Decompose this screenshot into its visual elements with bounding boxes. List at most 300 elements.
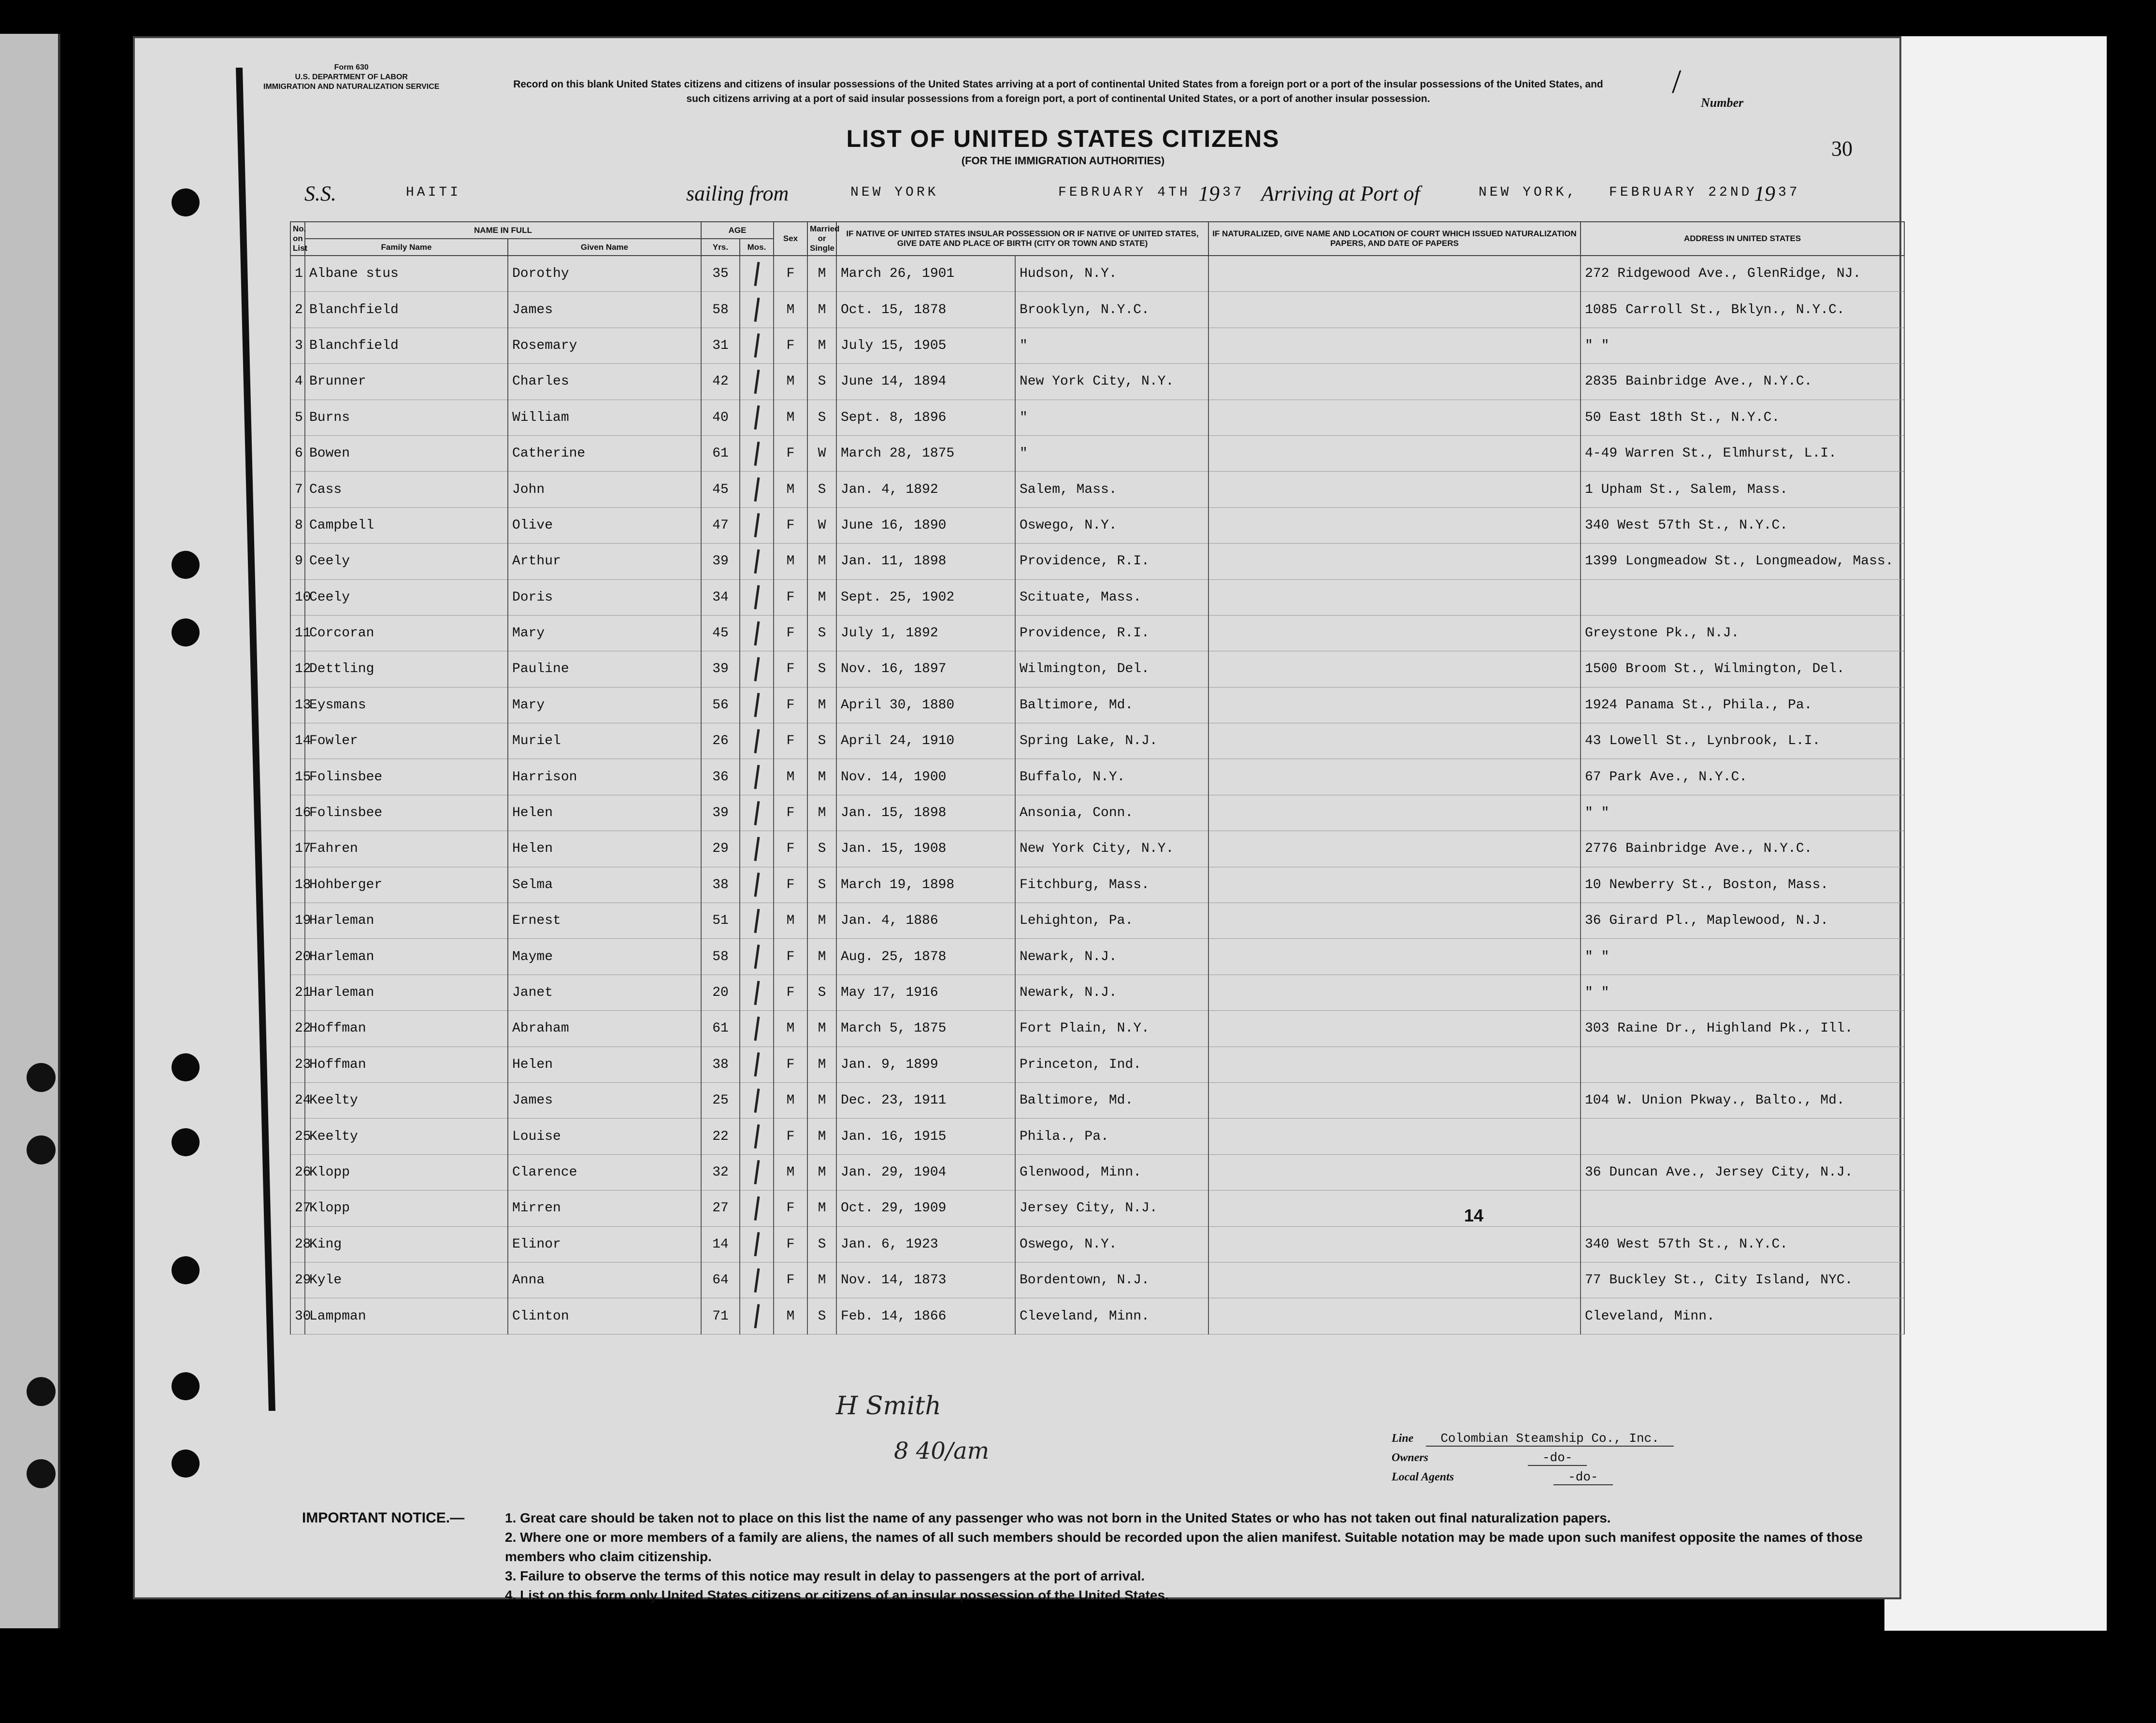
owners-label: Owners: [1392, 1451, 1429, 1464]
naturalization-cell: [1208, 795, 1581, 831]
given-name-cell: Louise: [508, 1119, 701, 1154]
given-name-cell: John: [508, 472, 701, 507]
marital-status-cell: S: [807, 472, 836, 507]
form-service: IMMIGRATION AND NATURALIZATION SERVICE: [263, 83, 440, 91]
marital-status-cell: M: [807, 687, 836, 723]
birth-date-cell: Sept. 25, 1902: [836, 579, 1015, 615]
age-months-cell: [740, 400, 774, 435]
check-mark: [754, 801, 760, 825]
table-row: [290, 400, 1904, 435]
given-name-cell: Ernest: [508, 903, 701, 939]
age-years-cell: 71: [701, 1298, 740, 1334]
passenger-table: [290, 221, 1905, 1335]
birth-date-cell: March 28, 1875: [836, 435, 1015, 471]
birth-place-cell: Baltimore, Md.: [1015, 1082, 1208, 1118]
birth-place-cell: Baltimore, Md.: [1015, 687, 1208, 723]
birth-place-cell: Hudson, N.Y.: [1015, 256, 1208, 292]
table-row: [290, 364, 1904, 400]
table-row: [290, 472, 1904, 507]
header-age: AGE: [701, 222, 774, 239]
row-number: 6: [290, 435, 305, 471]
header-birth: IF NATIVE OF UNITED STATES INSULAR POSSESSION OR IF NATIVE OF UNITED STATES, GIVE DATE AND PLACE OF BIRTH (CITY OR TOWN AND STATE): [836, 222, 1208, 256]
sex-cell: F: [774, 687, 807, 723]
sex-cell: F: [774, 831, 807, 867]
given-name-cell: Helen: [508, 1047, 701, 1082]
address-cell: [1581, 1191, 1904, 1226]
age-months-cell: [740, 1154, 774, 1190]
age-months-cell: [740, 651, 774, 687]
row-number: 17: [290, 831, 305, 867]
arrival-date: FEBRUARY 22ND: [1609, 185, 1753, 200]
birth-place-cell: Spring Lake, N.J.: [1015, 723, 1208, 759]
notice-item: 1. Great care should be taken not to place on this list the name of any passenger who was not born in the United States or who has not taken out final naturalization papers.: [505, 1510, 1611, 1525]
check-mark: [754, 333, 760, 358]
check-mark: [754, 1304, 760, 1328]
address-cell: 1924 Panama St., Phila., Pa.: [1581, 687, 1904, 723]
marital-status-cell: S: [807, 1298, 836, 1334]
given-name-cell: Harrison: [508, 759, 701, 795]
birth-date-cell: Jan. 15, 1898: [836, 795, 1015, 831]
form-number: [263, 63, 439, 92]
address-cell: 1399 Longmeadow St., Longmeadow, Mass.: [1581, 544, 1904, 579]
marital-status-cell: S: [807, 867, 836, 903]
age-years-cell: 61: [701, 1011, 740, 1047]
given-name-cell: James: [508, 292, 701, 328]
age-years-cell: 58: [701, 292, 740, 328]
check-mark: [754, 693, 760, 717]
birth-place-cell: Fitchburg, Mass.: [1015, 867, 1208, 903]
right-blank-page: [1884, 36, 2107, 1631]
naturalization-cell: [1208, 615, 1581, 651]
naturalization-cell: [1208, 867, 1581, 903]
birth-date-cell: July 15, 1905: [836, 328, 1015, 363]
birth-place-cell: Scituate, Mass.: [1015, 579, 1208, 615]
punch-hole: [172, 1372, 200, 1400]
address-cell: " ": [1581, 975, 1904, 1010]
naturalization-cell: [1208, 1119, 1581, 1154]
age-years-cell: 42: [701, 364, 740, 400]
ss-label: S.S.: [304, 182, 336, 205]
birth-date-cell: Jan. 15, 1908: [836, 831, 1015, 867]
age-months-cell: [740, 1226, 774, 1262]
row-number: 21: [290, 975, 305, 1010]
birth-date-cell: Oct. 15, 1878: [836, 292, 1015, 328]
age-months-cell: [740, 256, 774, 292]
birth-date-cell: March 19, 1898: [836, 867, 1015, 903]
row-number: 10: [290, 579, 305, 615]
age-months-cell: [740, 759, 774, 795]
address-cell: 2776 Bainbridge Ave., N.Y.C.: [1581, 831, 1904, 867]
check-mark: [754, 1160, 760, 1184]
naturalization-cell: [1208, 507, 1581, 543]
punch-hole: [27, 1377, 56, 1406]
age-years-cell: 61: [701, 435, 740, 471]
address-cell: 36 Duncan Ave., Jersey City, N.J.: [1581, 1154, 1904, 1190]
birth-place-cell: Fort Plain, N.Y.: [1015, 1011, 1208, 1047]
check-mark: [754, 909, 760, 933]
age-months-cell: [740, 579, 774, 615]
address-cell: Cleveland, Minn.: [1581, 1298, 1904, 1334]
age-months-cell: [740, 903, 774, 939]
age-years-cell: 20: [701, 975, 740, 1010]
birth-place-cell: Cleveland, Minn.: [1015, 1298, 1208, 1334]
sex-cell: F: [774, 867, 807, 903]
marital-status-cell: M: [807, 1011, 836, 1047]
address-cell: 340 West 57th St., N.Y.C.: [1581, 507, 1904, 543]
birth-place-cell: ": [1015, 435, 1208, 471]
age-years-cell: 36: [701, 759, 740, 795]
row-number: 14: [290, 723, 305, 759]
marital-status-cell: M: [807, 328, 836, 363]
row-number: 25: [290, 1119, 305, 1154]
year-prefix: 19: [1198, 182, 1220, 205]
address-cell: Greystone Pk., N.J.: [1581, 615, 1904, 651]
birth-place-cell: Lehighton, Pa.: [1015, 903, 1208, 939]
table-row: [290, 1047, 1904, 1082]
given-name-cell: Anna: [508, 1262, 701, 1298]
check-mark: [754, 477, 760, 502]
punch-hole: [172, 1128, 200, 1156]
naturalization-cell: [1208, 1226, 1581, 1262]
naturalization-cell: [1208, 435, 1581, 471]
age-months-cell: [740, 1047, 774, 1082]
marital-status-cell: M: [807, 292, 836, 328]
marital-status-cell: S: [807, 651, 836, 687]
annotation-number: 14: [1464, 1206, 1484, 1225]
age-months-cell: [740, 544, 774, 579]
birth-date-cell: Aug. 25, 1878: [836, 939, 1015, 975]
table-row: [290, 939, 1904, 975]
age-years-cell: 39: [701, 795, 740, 831]
form-department: U.S. DEPARTMENT OF LABOR: [295, 73, 408, 81]
given-name-cell: Olive: [508, 507, 701, 543]
given-name-cell: Clinton: [508, 1298, 701, 1334]
row-number: 5: [290, 400, 305, 435]
age-years-cell: 56: [701, 687, 740, 723]
table-row: [290, 903, 1904, 939]
marital-status-cell: S: [807, 831, 836, 867]
table-row: [290, 1119, 1904, 1154]
naturalization-cell: [1208, 903, 1581, 939]
given-name-cell: William: [508, 400, 701, 435]
birth-place-cell: Salem, Mass.: [1015, 472, 1208, 507]
sex-cell: F: [774, 975, 807, 1010]
marital-status-cell: M: [807, 1154, 836, 1190]
family-name-cell: Hoffman: [305, 1047, 508, 1082]
row-number: 29: [290, 1262, 305, 1298]
row-number: 1: [290, 256, 305, 292]
table-row: [290, 1011, 1904, 1047]
age-months-cell: [740, 867, 774, 903]
given-name-cell: Clarence: [508, 1154, 701, 1190]
sex-cell: M: [774, 1154, 807, 1190]
family-name-cell: Campbell: [305, 507, 508, 543]
age-years-cell: 35: [701, 256, 740, 292]
family-name-cell: Folinsbee: [305, 759, 508, 795]
birth-place-cell: Princeton, Ind.: [1015, 1047, 1208, 1082]
family-name-cell: Harleman: [305, 903, 508, 939]
marital-status-cell: M: [807, 1262, 836, 1298]
row-number: 12: [290, 651, 305, 687]
age-years-cell: 34: [701, 579, 740, 615]
check-mark: [754, 621, 760, 645]
family-name-cell: Lampman: [305, 1298, 508, 1334]
sex-cell: F: [774, 328, 807, 363]
given-name-cell: Mirren: [508, 1191, 701, 1226]
given-name-cell: Arthur: [508, 544, 701, 579]
notice-item: 4. List on this form only United States citizens or citizens of an insular possession of the United States.: [505, 1588, 1169, 1603]
table-row: [290, 867, 1904, 903]
naturalization-cell: [1208, 472, 1581, 507]
table-row: [290, 687, 1904, 723]
age-months-cell: [740, 615, 774, 651]
check-mark: [754, 1052, 760, 1077]
naturalization-cell: [1208, 687, 1581, 723]
given-name-cell: Helen: [508, 795, 701, 831]
birth-date-cell: Nov. 14, 1900: [836, 759, 1015, 795]
family-name-cell: Keelty: [305, 1119, 508, 1154]
family-name-cell: Hohberger: [305, 867, 508, 903]
row-number: 2: [290, 292, 305, 328]
given-name-cell: Doris: [508, 579, 701, 615]
footer-line-row: [1392, 1431, 1674, 1446]
family-name-cell: Burns: [305, 400, 508, 435]
given-name-cell: Dorothy: [508, 256, 701, 292]
sex-cell: F: [774, 1191, 807, 1226]
marital-status-cell: M: [807, 256, 836, 292]
address-cell: 1500 Broom St., Wilmington, Del.: [1581, 651, 1904, 687]
age-years-cell: 58: [701, 939, 740, 975]
table-row: [290, 975, 1904, 1010]
age-years-cell: 47: [701, 507, 740, 543]
marital-status-cell: M: [807, 1191, 836, 1226]
row-number: 4: [290, 364, 305, 400]
naturalization-cell: [1208, 328, 1581, 363]
marital-status-cell: M: [807, 1047, 836, 1082]
birth-place-cell: Jersey City, N.J.: [1015, 1191, 1208, 1226]
age-months-cell: [740, 975, 774, 1010]
naturalization-cell: [1208, 579, 1581, 615]
age-months-cell: [740, 1298, 774, 1334]
age-months-cell: [740, 795, 774, 831]
address-cell: [1581, 1047, 1904, 1082]
sex-cell: F: [774, 1262, 807, 1298]
marital-status-cell: W: [807, 507, 836, 543]
table-row: [290, 544, 1904, 579]
address-cell: 10 Newberry St., Boston, Mass.: [1581, 867, 1904, 903]
sex-cell: F: [774, 579, 807, 615]
marital-status-cell: S: [807, 1226, 836, 1262]
check-mark: [754, 1124, 760, 1149]
age-months-cell: [740, 292, 774, 328]
sex-cell: F: [774, 651, 807, 687]
header-instructions: Record on this blank United States citizens and citizens of insular possessions of the United States arriving at a port of continental United States from a foreign port or a port of the insular possessions of the United States, and such citizens arriving at a port of said insular possessions from a foreign port, a port of continental United States, or a port of another insular possession.: [513, 79, 1603, 104]
row-number: 18: [290, 867, 305, 903]
punch-hole: [27, 1063, 56, 1092]
marital-status-cell: M: [807, 579, 836, 615]
address-cell: 104 W. Union Pkway., Balto., Md.: [1581, 1082, 1904, 1118]
check-mark: [754, 298, 760, 322]
departure-port: NEW YORK: [850, 185, 939, 200]
age-years-cell: 32: [701, 1154, 740, 1190]
table-row: [290, 795, 1904, 831]
header-yrs: Yrs.: [701, 239, 740, 256]
check-mark: [754, 945, 760, 969]
row-number: 15: [290, 759, 305, 795]
birth-date-cell: Jan. 11, 1898: [836, 544, 1015, 579]
sex-cell: F: [774, 1047, 807, 1082]
check-mark: [754, 1268, 760, 1292]
birth-date-cell: June 16, 1890: [836, 507, 1015, 543]
departure-date: FEBRUARY 4TH: [1058, 185, 1191, 200]
birth-place-cell: Oswego, N.Y.: [1015, 507, 1208, 543]
birth-date-cell: May 17, 1916: [836, 975, 1015, 1010]
departure-year: 37: [1222, 185, 1245, 200]
owners-value: -do-: [1528, 1450, 1587, 1466]
age-months-cell: [740, 435, 774, 471]
sex-cell: M: [774, 292, 807, 328]
table-row: [290, 1298, 1904, 1334]
age-months-cell: [740, 507, 774, 543]
check-mark: [754, 585, 760, 609]
table-row: [290, 579, 1904, 615]
marital-status-cell: M: [807, 759, 836, 795]
check-mark: [754, 262, 760, 286]
row-number: 26: [290, 1154, 305, 1190]
check-mark: [754, 405, 760, 430]
row-number: 23: [290, 1047, 305, 1082]
birth-date-cell: April 30, 1880: [836, 687, 1015, 723]
address-cell: 43 Lowell St., Lynbrook, L.I.: [1581, 723, 1904, 759]
given-name-cell: Helen: [508, 831, 701, 867]
family-name-cell: Corcoran: [305, 615, 508, 651]
family-name-cell: Klopp: [305, 1154, 508, 1190]
sex-cell: F: [774, 1226, 807, 1262]
age-months-cell: [740, 472, 774, 507]
family-name-cell: Dettling: [305, 651, 508, 687]
address-cell: 303 Raine Dr., Highland Pk., Ill.: [1581, 1011, 1904, 1047]
given-name-cell: Pauline: [508, 651, 701, 687]
birth-date-cell: Nov. 14, 1873: [836, 1262, 1015, 1298]
birth-place-cell: Wilmington, Del.: [1015, 651, 1208, 687]
age-years-cell: 45: [701, 472, 740, 507]
birth-date-cell: July 1, 1892: [836, 615, 1015, 651]
check-mark: [754, 1196, 760, 1220]
family-name-cell: Folinsbee: [305, 795, 508, 831]
naturalization-cell: [1208, 400, 1581, 435]
naturalization-cell: [1208, 1154, 1581, 1190]
given-name-cell: Janet: [508, 975, 701, 1010]
check-mark: [754, 370, 760, 394]
row-number: 24: [290, 1082, 305, 1118]
birth-place-cell: Glenwood, Minn.: [1015, 1154, 1208, 1190]
sailing-label: sailing from: [686, 182, 789, 205]
marital-status-cell: M: [807, 544, 836, 579]
age-months-cell: [740, 1262, 774, 1298]
sex-cell: F: [774, 435, 807, 471]
address-cell: [1581, 1119, 1904, 1154]
birth-place-cell: Oswego, N.Y.: [1015, 1226, 1208, 1262]
birth-date-cell: Sept. 8, 1896: [836, 400, 1015, 435]
naturalization-cell: [1208, 1047, 1581, 1082]
birth-date-cell: Jan. 16, 1915: [836, 1119, 1015, 1154]
row-number: 7: [290, 472, 305, 507]
check-mark: [754, 1232, 760, 1256]
family-name-cell: Kyle: [305, 1262, 508, 1298]
naturalization-cell: [1208, 1011, 1581, 1047]
address-cell: 67 Park Ave., N.Y.C.: [1581, 759, 1904, 795]
address-cell: " ": [1581, 795, 1904, 831]
family-name-cell: Brunner: [305, 364, 508, 400]
table-row: [290, 615, 1904, 651]
birth-date-cell: April 24, 1910: [836, 723, 1015, 759]
punch-hole: [172, 1450, 200, 1478]
given-name-cell: Mayme: [508, 939, 701, 975]
birth-place-cell: Buffalo, N.Y.: [1015, 759, 1208, 795]
birth-date-cell: March 5, 1875: [836, 1011, 1015, 1047]
row-number: 30: [290, 1298, 305, 1334]
agents-value: -do-: [1553, 1470, 1612, 1485]
punch-hole: [172, 188, 200, 216]
marital-status-cell: S: [807, 400, 836, 435]
sex-cell: M: [774, 1298, 807, 1334]
birth-place-cell: Ansonia, Conn.: [1015, 795, 1208, 831]
check-mark: [754, 729, 760, 753]
check-mark: [754, 873, 760, 897]
check-mark: [754, 1089, 760, 1113]
birth-date-cell: Dec. 23, 1911: [836, 1082, 1015, 1118]
family-name-cell: King: [305, 1226, 508, 1262]
age-years-cell: 14: [701, 1226, 740, 1262]
family-name-cell: Fowler: [305, 723, 508, 759]
given-name-cell: Muriel: [508, 723, 701, 759]
row-number: 9: [290, 544, 305, 579]
naturalization-cell: [1208, 1082, 1581, 1118]
address-cell: " ": [1581, 939, 1904, 975]
naturalization-cell: [1208, 292, 1581, 328]
age-months-cell: [740, 831, 774, 867]
table-row: [290, 256, 1904, 292]
sex-cell: M: [774, 1011, 807, 1047]
family-name-cell: Hoffman: [305, 1011, 508, 1047]
page-subtitle: (FOR THE IMMIGRATION AUTHORITIES): [961, 155, 1165, 167]
table-row: [290, 651, 1904, 687]
birth-place-cell: Providence, R.I.: [1015, 615, 1208, 651]
table-row: [290, 1226, 1904, 1262]
check-mark: [754, 1017, 760, 1041]
birth-date-cell: Jan. 6, 1923: [836, 1226, 1015, 1262]
header-sex: Sex: [774, 222, 807, 256]
naturalization-cell: [1208, 256, 1581, 292]
family-name-cell: Ceely: [305, 544, 508, 579]
birth-date-cell: March 26, 1901: [836, 256, 1015, 292]
family-name-cell: Keelty: [305, 1082, 508, 1118]
naturalization-cell: [1208, 544, 1581, 579]
sex-cell: F: [774, 507, 807, 543]
row-number: 22: [290, 1011, 305, 1047]
marital-status-cell: S: [807, 723, 836, 759]
birth-date-cell: Jan. 4, 1892: [836, 472, 1015, 507]
given-name-cell: Mary: [508, 687, 701, 723]
header-no: No. on List: [290, 222, 305, 256]
birth-date-cell: Jan. 29, 1904: [836, 1154, 1015, 1190]
age-months-cell: [740, 328, 774, 363]
row-number: 3: [290, 328, 305, 363]
given-name-cell: Selma: [508, 867, 701, 903]
birth-place-cell: ": [1015, 328, 1208, 363]
birth-date-cell: June 14, 1894: [836, 364, 1015, 400]
naturalization-cell: [1208, 831, 1581, 867]
